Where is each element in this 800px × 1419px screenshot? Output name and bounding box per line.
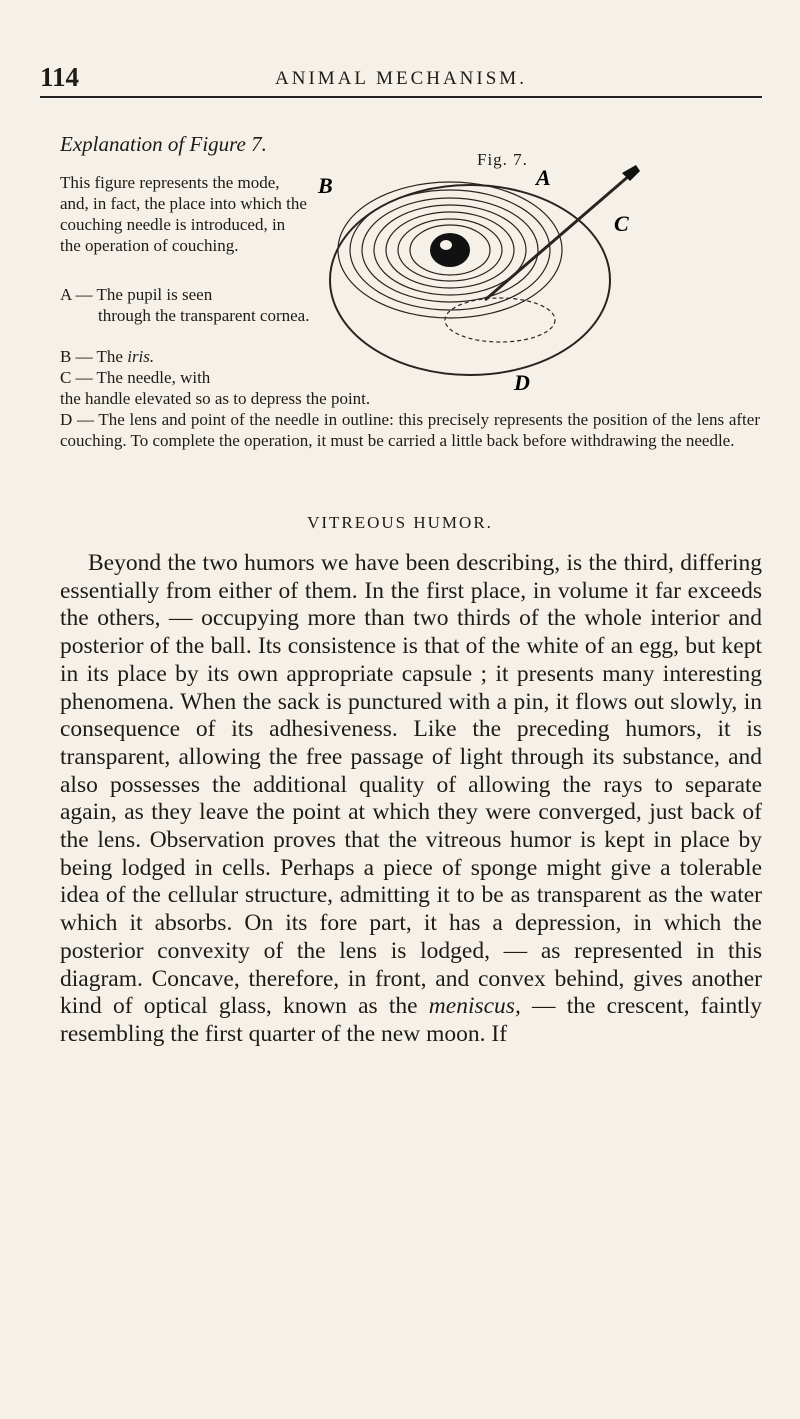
key-item-d: D — The lens and point of the needle in outline: this precisely represents the position of the lens after couching. To complete the operation, it must be carried a little back before withdrawing the needle. [60,410,760,450]
running-head: ANIMAL MECHANISM. [275,68,527,89]
key-item-a-label: A — The pupil is seen [60,285,213,304]
paragraph-text-2: — the crescent, faintly resembling the first quarter of the new moon. If [60,993,763,1047]
section-heading: VITREOUS HUMOR. [307,513,493,532]
explanation-intro: This figure represents the mode, and, in fact, the place into which the couching needle is introduced, in the operation of couching. [60,173,307,255]
key-item-b-term: iris. [127,347,155,366]
header-rule [40,96,762,98]
pupil-highlight [440,240,452,250]
page-header [40,60,762,92]
paragraph-text-1: Beyond the two humors we have been describing, is the third, differing essentially from either of them. In the first place, in volume it far exceeds the others, — occupying more than two thirds of the whole interior and posterior of the ball. Its consistence is that of the white of an egg, but kept in its place by its own appropriate capsule ; it presents many interesting phenomena. When the sack is punctured with a pin, it flows out slowly, in consequence of its adhesiveness. Like the preceding humors, it is transparent, allowing the free passage of light through its substance, and also possesses the additional quality of allowing the rays to separate again, as they leave the point at which they were converged, just back of the lens. Observation proves that the vitreous humor is kept in place by being lodged in cells. Perhaps a piece of sponge might give a tolerable idea of the cellular structure, admitting it to be as transparent as the water which it absorbs. On its fore part, it has a depression, in which the posterior convexity of the lens is lodged, — as represented in this diagram. Concave, therefore, in front, and convex behind, gives another kind of optical glass, known as the [60,550,762,1020]
key-item-c-cont: the handle elevated so as to depress the point. [60,389,371,408]
figure-label-a: A [536,165,551,190]
figure-label-b: B [318,173,333,198]
page-number: 114 [40,62,80,92]
explanation-title: Explanation of Figure 7. [60,132,267,156]
figure-label-d: D [514,370,530,395]
paragraph-italic-term: meniscus, [428,993,521,1020]
key-item-a-cont: through the transparent cornea. [98,306,310,325]
figure-label-c: C [614,211,629,236]
pupil [430,233,470,267]
needle [485,175,630,300]
figure-caption: Fig. 7. [477,150,528,169]
eye-figure [300,165,640,395]
key-item-c-label: C — The needle, with [60,368,211,387]
key-item-b [60,346,310,367]
key-item-b-label: B — The [60,347,128,366]
body-paragraph [60,550,762,1049]
key-item-a [60,284,310,326]
lens-outline [445,298,555,342]
